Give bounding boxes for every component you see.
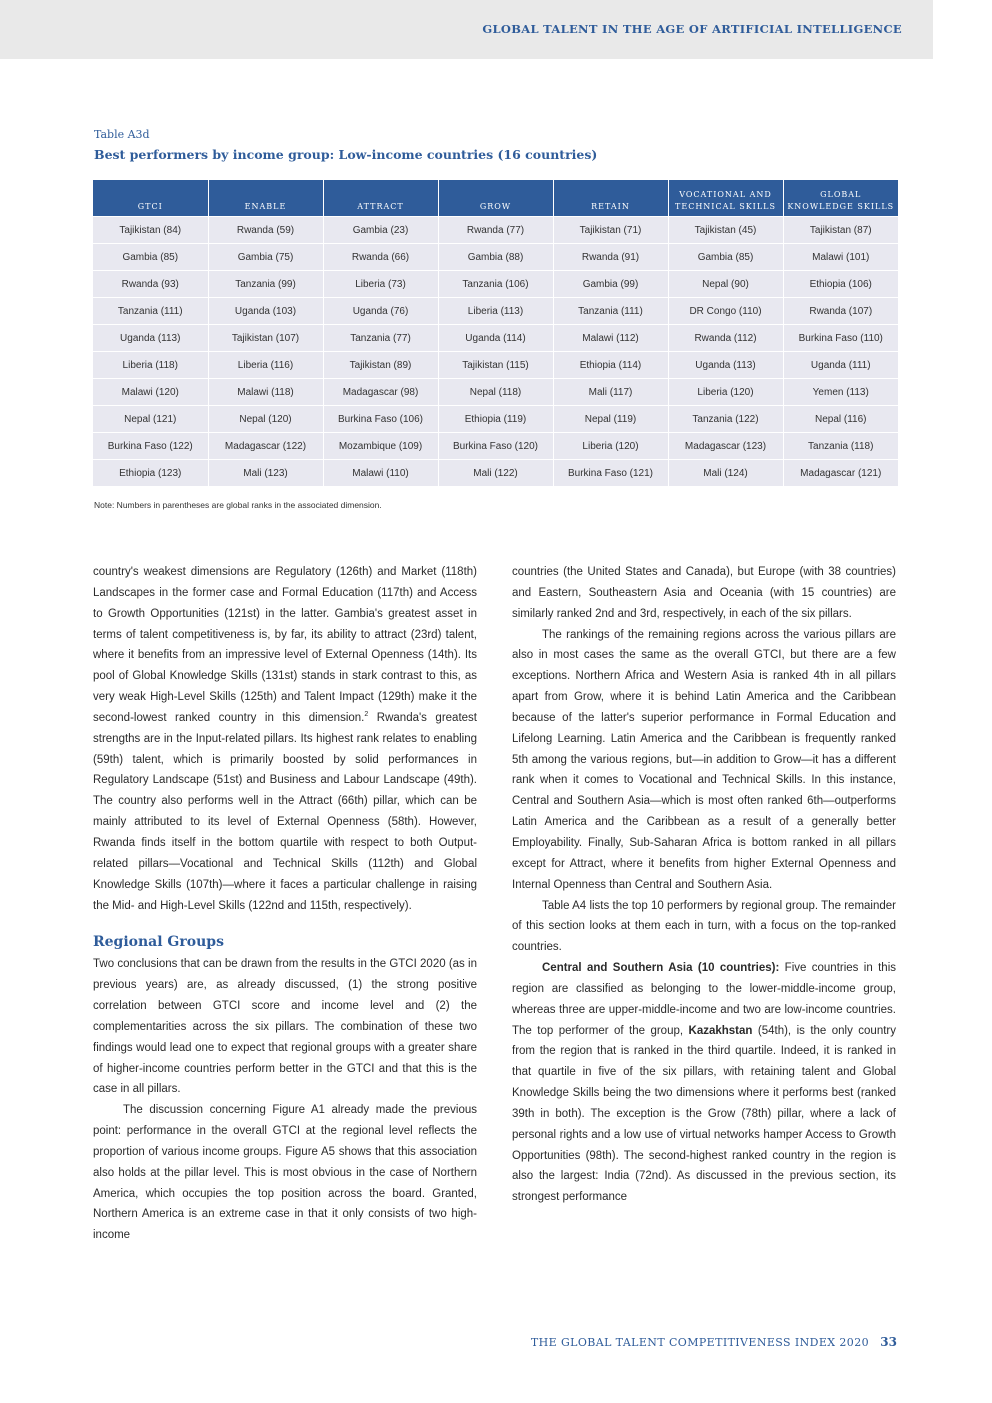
table-cell: Burkina Faso (110): [783, 325, 898, 352]
table-cell: Tajikistan (87): [783, 217, 898, 244]
table-cell: Uganda (113): [93, 325, 208, 352]
table-cell: Gambia (85): [668, 244, 783, 271]
table-cell: Nepal (119): [553, 406, 668, 433]
text-column-left: [93, 562, 477, 1246]
table-cell: Rwanda (59): [208, 217, 323, 244]
column-header-line: ENABLE: [244, 202, 287, 211]
table-cell: Gambia (85): [93, 244, 208, 271]
section-heading: Regional Groups: [93, 934, 224, 951]
table-cell: Mali (122): [438, 460, 553, 487]
column-header: [668, 180, 783, 217]
table-cell: Madagascar (123): [668, 433, 783, 460]
column-header: [208, 180, 323, 217]
table-cell: Uganda (76): [323, 298, 438, 325]
column-header: [438, 180, 553, 217]
table-row: [93, 325, 898, 352]
table-row: [93, 460, 898, 487]
table-cell: Malawi (110): [323, 460, 438, 487]
table-note: Note: Numbers in parentheses are global ranks in the associated dimension.: [94, 500, 382, 510]
table-cell: Gambia (23): [323, 217, 438, 244]
paragraph: Table A4 lists the top 10 performers by regional group. The remainder of this section looks at them each in turn, with a focus on the top-ranked countries.: [512, 899, 896, 954]
header-band: [0, 0, 933, 59]
table-cell: Tanzania (99): [208, 271, 323, 298]
table-body: [93, 217, 898, 487]
table-cell: Nepal (90): [668, 271, 783, 298]
table-cell: Gambia (75): [208, 244, 323, 271]
table-cell: Ethiopia (114): [553, 352, 668, 379]
table-cell: Liberia (116): [208, 352, 323, 379]
column-header-line: ATTRACT: [357, 202, 404, 211]
table-cell: Tanzania (118): [783, 433, 898, 460]
table-cell: Rwanda (77): [438, 217, 553, 244]
table-title: Best performers by income group: Low-income countries (16 countries): [94, 147, 598, 162]
paragraph: countries (the United States and Canada), but Europe (with 38 countries) and Eastern, Southeastern Asia and Oceania (with 15 countries) are similarly ranked 2nd and 3rd, respectively, in each of the six pillars.: [512, 566, 896, 620]
paragraph: The discussion concerning Figure A1 already made the previous point: performance in the overall GTCI at the regional level reflects the proportion of various income groups. Figure A5 shows that this association also holds at the pillar level. This is most obvious in the case of Northern America, which occupies the top position across the board. Granted, Northern America is an extreme case in that it only consists of two high-income: [93, 1104, 477, 1242]
table-cell: Tanzania (111): [553, 298, 668, 325]
paragraph-text: (54th), is the only country from the region that is ranked in the third quartile. Indeed, it is ranked in that quartile in five of the six pillars, with retaining talent and Global Knowledge Skills being the two dimensions where it performs best (ranked 39th in both). The exception is the Grow (78th) pillar, where a lack of personal rights and a low use of virtual networks hamper Access to Growth Opportunities (98th). The second-highest ranked country in the region is also the largest: India (72nd). As discussed in the previous section, its strongest performance: [512, 1024, 896, 1204]
table-header-row: [93, 180, 898, 217]
footer-title: THE GLOBAL TALENT COMPETITIVENESS INDEX 2020: [530, 1336, 869, 1349]
paragraph-text: country's weakest dimensions are Regulatory (126th) and Market (118th) Landscapes in the former case and Formal Education (117th) and Access to Growth Opportunities (121st) in the latter. Gambia's greatest asset in terms of talent competitiveness is, by far, its ability to attract (23rd) talent, where it benefits from an impressive level of External Openness (14th). Its pool of Global Knowledge Skills (131st) stands in stark contrast to this, as very weak High-Level Skills (125th) and Talent Impact (129th) make it the second-lowest ranked country in this dimension.: [93, 566, 477, 724]
footnote-marker: 2: [364, 711, 369, 719]
table-row: [93, 298, 898, 325]
column-header: [93, 180, 208, 217]
table-cell: Tajikistan (71): [553, 217, 668, 244]
table-cell: Malawi (120): [93, 379, 208, 406]
table-cell: Tajikistan (84): [93, 217, 208, 244]
paragraph: [93, 562, 477, 916]
table-row: [93, 217, 898, 244]
table-cell: Tanzania (106): [438, 271, 553, 298]
table-cell: Malawi (101): [783, 244, 898, 271]
table-cell: Burkina Faso (121): [553, 460, 668, 487]
table-cell: Mozambique (109): [323, 433, 438, 460]
column-header-line: TECHNICAL SKILLS: [675, 202, 776, 211]
table-cell: Burkina Faso (106): [323, 406, 438, 433]
paragraph: Two conclusions that can be drawn from the results in the GTCI 2020 (as in previous years) are, as already discussed, (1) the strong positive correlation between GTCI score and income level and (2) the complementarities across the six pillars. The combination of these two findings would lead one to expect that regional groups with a greater share of higher-income countries perform better in the GTCI and that this is the case in all pillars.: [93, 958, 477, 1096]
column-header-line: VOCATIONAL AND: [679, 190, 772, 199]
table-cell: Tajikistan (115): [438, 352, 553, 379]
paragraph: The rankings of the remaining regions across the various pillars are also in most cases the same as the overall GTCI, but there are a few exceptions. Northern Africa and Western Asia is ranked 4th in all pillars apart from Grow, where it is behind Latin America and the Caribbean because of the latter's superior performance in Formal Education and Lifelong Learning. Latin America and the Caribbean is frequently ranked 5th among the various regions, but—in addition to Grow—it has a different rank when it comes to Vocational and Technical Skills. In this instance, Central and Southern Asia—which is most often ranked 6th—outperforms Latin America and the Caribbean as a result of a generally better Employability. Finally, Sub-Saharan Africa is bottom ranked in all pillars except for Attract, where it benefits from higher External Openness and Internal Openness than Central and Southern Asia.: [512, 628, 896, 891]
table-cell: Liberia (113): [438, 298, 553, 325]
region-lead-in: Central and Southern Asia (10 countries):: [542, 962, 780, 975]
table-cell: Mali (123): [208, 460, 323, 487]
column-header: [323, 180, 438, 217]
table-cell: Liberia (120): [668, 379, 783, 406]
table-cell: DR Congo (110): [668, 298, 783, 325]
table-cell: Uganda (113): [668, 352, 783, 379]
table-cell: Rwanda (93): [93, 271, 208, 298]
page-number: 33: [880, 1335, 897, 1349]
table-cell: Rwanda (66): [323, 244, 438, 271]
running-header-title: GLOBAL TALENT IN THE AGE OF ARTIFICIAL INTELLIGENCE: [482, 22, 902, 36]
column-header-line: GROW: [479, 202, 512, 211]
table-cell: Tajikistan (107): [208, 325, 323, 352]
table-cell: Nepal (121): [93, 406, 208, 433]
table-cell: Nepal (120): [208, 406, 323, 433]
table-cell: Mali (124): [668, 460, 783, 487]
table-row: [93, 244, 898, 271]
table-cell: Liberia (120): [553, 433, 668, 460]
table-cell: Rwanda (91): [553, 244, 668, 271]
table-cell: Nepal (118): [438, 379, 553, 406]
table-cell: Liberia (118): [93, 352, 208, 379]
table-cell: Liberia (73): [323, 271, 438, 298]
column-header-line: GTCI: [137, 202, 163, 211]
column-header-line: KNOWLEDGE SKILLS: [787, 202, 895, 211]
table-cell: Tajikistan (45): [668, 217, 783, 244]
table-cell: Ethiopia (106): [783, 271, 898, 298]
table-row: [93, 433, 898, 460]
table-cell: Nepal (116): [783, 406, 898, 433]
best-performers-table: [93, 180, 898, 486]
table-cell: Tanzania (77): [323, 325, 438, 352]
table-cell: Rwanda (107): [783, 298, 898, 325]
table-cell: Rwanda (112): [668, 325, 783, 352]
table-cell: Uganda (114): [438, 325, 553, 352]
table-cell: Burkina Faso (120): [438, 433, 553, 460]
table-cell: Gambia (99): [553, 271, 668, 298]
table-label: Table A3d: [94, 128, 150, 141]
paragraph-text: Five countries in this region are classified as belonging to the lower-middle-income group, whereas three are upper-middle-income and two are low-income countries. The top performer of the group,: [512, 962, 897, 1037]
column-header-line: RETAIN: [591, 202, 630, 211]
column-header-line: GLOBAL: [820, 190, 862, 199]
table-cell: Ethiopia (123): [93, 460, 208, 487]
column-header: [553, 180, 668, 217]
table-cell: Madagascar (122): [208, 433, 323, 460]
table-row: [93, 406, 898, 433]
table-cell: Uganda (111): [783, 352, 898, 379]
table-cell: Madagascar (121): [783, 460, 898, 487]
table-cell: Ethiopia (119): [438, 406, 553, 433]
table-cell: Burkina Faso (122): [93, 433, 208, 460]
table-row: [93, 271, 898, 298]
table-row: [93, 352, 898, 379]
table-cell: Tajikistan (89): [323, 352, 438, 379]
table-cell: Mali (117): [553, 379, 668, 406]
table-cell: Yemen (113): [783, 379, 898, 406]
table-cell: Uganda (103): [208, 298, 323, 325]
text-column-right: [512, 562, 896, 1208]
paragraph-text: Rwanda's greatest strengths are in the Input-related pillars. Its highest rank relates to enabling (59th) talent, which is primarily boosted by solid performances in Regulatory Landscape (51st) and Business and Labour Landscape (49th). The country also performs well in the Attract (66th) pillar, which can be mainly attributed to its level of External Openness (58th). However, Rwanda finds itself in the bottom quartile with respect to both Output-related pillars—Vocational and Technical Skills (112th) and Global Knowledge Skills (107th)—where it faces a particular challenge in raising the Mid- and High-Level Skills (122nd and 115th, respectively).: [93, 711, 477, 912]
table-cell: Malawi (118): [208, 379, 323, 406]
paragraph: [512, 958, 896, 1208]
table-cell: Tanzania (122): [668, 406, 783, 433]
table-row: [93, 379, 898, 406]
table-cell: Gambia (88): [438, 244, 553, 271]
table-cell: Tanzania (111): [93, 298, 208, 325]
table-cell: Madagascar (98): [323, 379, 438, 406]
country-highlight: Kazakhstan: [688, 1024, 753, 1037]
column-header: [783, 180, 898, 217]
table-cell: Malawi (112): [553, 325, 668, 352]
